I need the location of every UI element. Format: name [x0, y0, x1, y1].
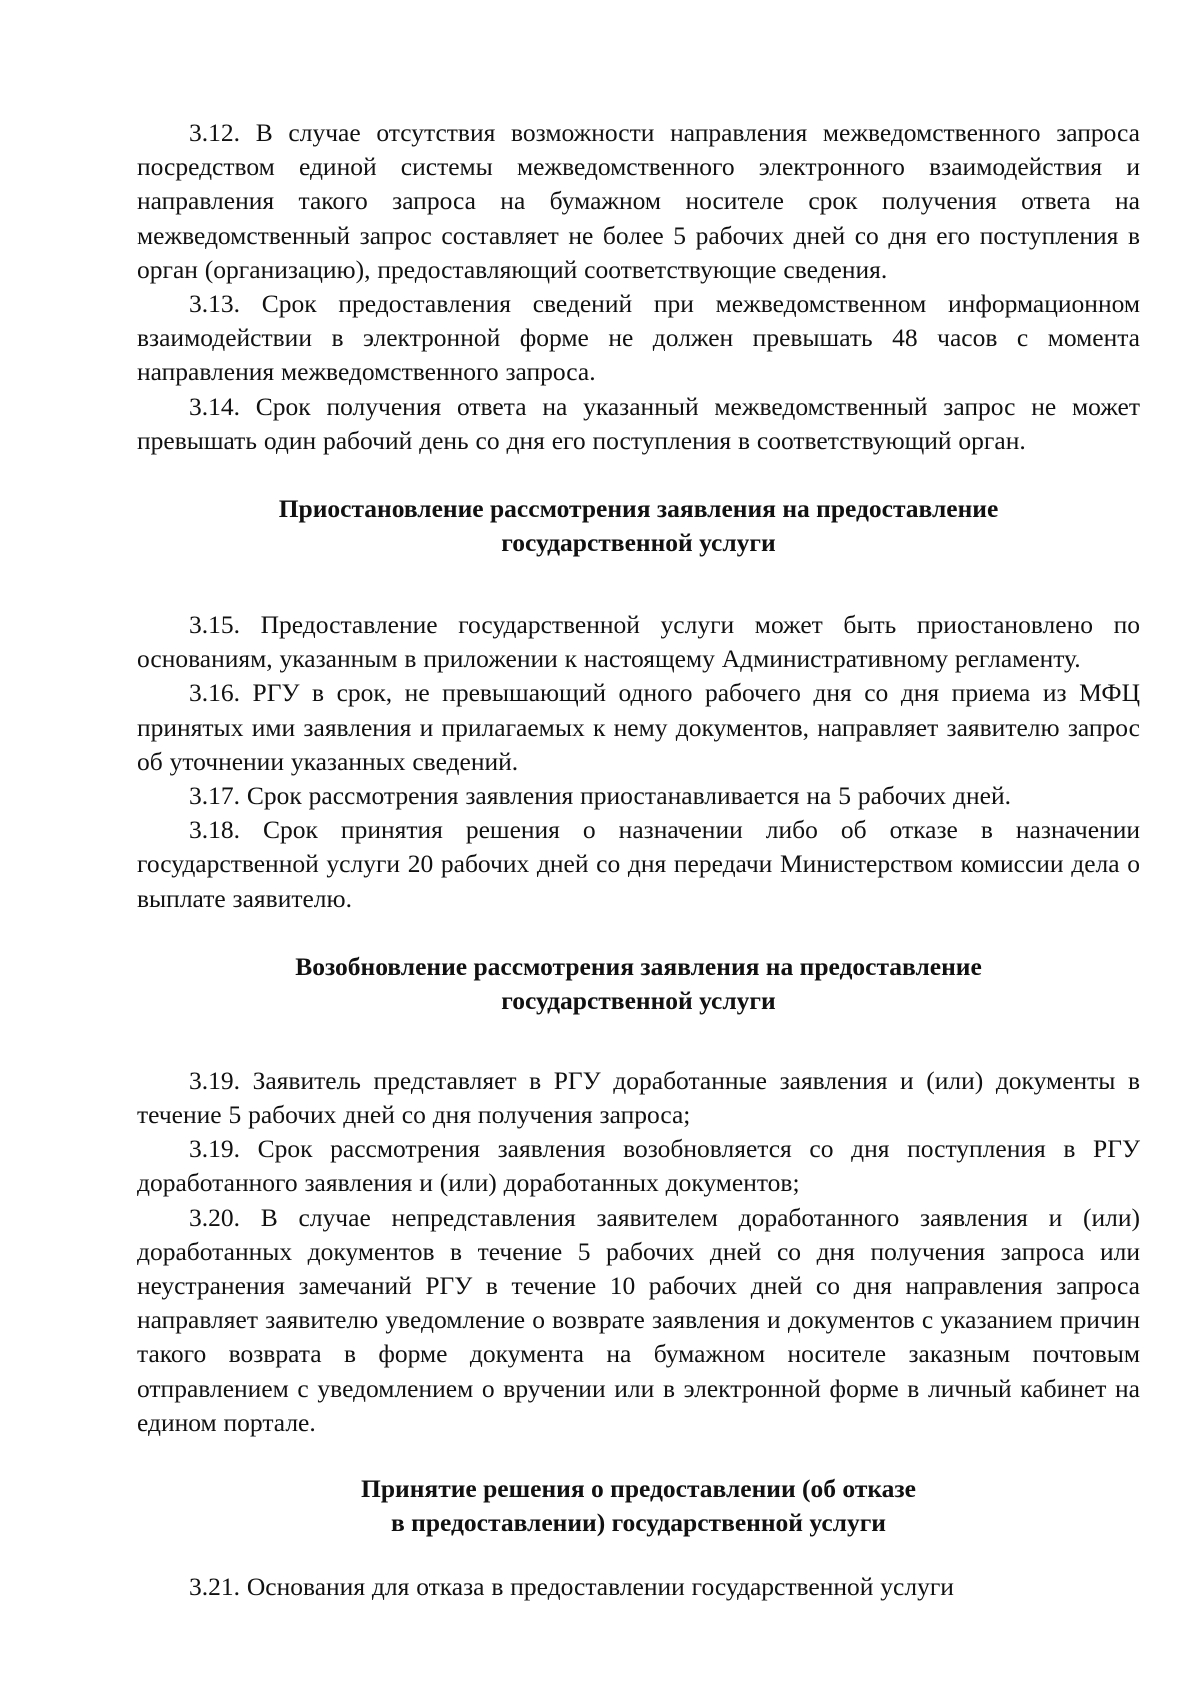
section-suspension: [137, 608, 1140, 916]
heading-suspension-line2: государственной услуги: [501, 528, 776, 558]
section-intro: [137, 116, 1140, 458]
section-decision: [137, 1570, 1140, 1604]
paragraph-3-14: 3.14. Срок получения ответа на указанный межведомственный запрос не может превышать один рабочий день со дня его поступления в соответствующий орган.: [137, 391, 1140, 455]
paragraph-3-12: 3.12. В случае отсутствия возможности направления межведомственного запроса посредством единой системы межведомственного электронного взаимодействия и направления такого запроса на бумажном носителе срок получения ответа на межведомственный запрос составляет не более 5 рабочих дней со дня его поступления в орган (организацию), предоставляющий соответствующие сведения.: [137, 118, 1140, 284]
paragraph-3-16: 3.16. РГУ в срок, не превышающий одного рабочего дня со дня приема из МФЦ принятых ими заявления и прилагаемых к нему документов, направляет заявителю запрос об уточнении указанных сведений.: [137, 678, 1140, 776]
paragraph-3-13: 3.13. Срок предоставления сведений при межведомственном информационном взаимодействии в электронной форме не должен превышать 48 часов с момента направления межведомственного запроса.: [137, 289, 1140, 387]
heading-resumption: [137, 950, 1140, 1018]
paragraph-3-21: 3.21. Основания для отказа в предоставлении государственной услуги: [189, 1572, 954, 1602]
heading-resumption-line2: государственной услуги: [501, 985, 776, 1015]
paragraph-3-19-b: 3.19. Срок рассмотрения заявления возобновляется со дня поступления в РГУ доработанного заявления и (или) доработанных документов;: [137, 1134, 1140, 1198]
paragraph-3-19-a: 3.19. Заявитель представляет в РГУ доработанные заявления и (или) документы в течение 5 рабочих дней со дня получения запроса;: [137, 1065, 1140, 1130]
paragraph-3-20: 3.20. В случае непредставления заявителем доработанного заявления и (или) доработанных документов в течение 5 рабочих дней со дня получения запроса или неустранения замечаний РГУ в течение 10 рабочих дней со дня направления запроса направляет заявителю уведомление о возврате заявления и документов с указанием причин такого возврата в форме документа на бумажном носителе заказным почтовым отправлением с уведомлением о вручении или в электронной форме в личный кабинет на едином портале.: [137, 1202, 1140, 1437]
heading-suspension: [137, 492, 1140, 560]
heading-resumption-line1: Возобновление рассмотрения заявления на предоставление: [295, 951, 982, 981]
paragraph-3-17: 3.17. Срок рассмотрения заявления приостанавливается на 5 рабочих дней.: [189, 781, 1012, 811]
heading-decision-line1: Принятие решения о предоставлении (об отказе: [361, 1474, 916, 1504]
heading-decision: [137, 1472, 1140, 1540]
paragraph-3-18: 3.18. Срок принятия решения о назначении либо об отказе в назначении государственной услуги 20 рабочих дней со дня передачи Министерством комиссии дела о выплате заявителю.: [137, 815, 1140, 913]
heading-suspension-line1: Приостановление рассмотрения заявления на предоставление: [278, 494, 999, 524]
section-resumption: [137, 1064, 1140, 1440]
heading-decision-line2: в предоставлении) государственной услуги: [391, 1508, 886, 1538]
paragraph-3-15: 3.15. Предоставление государственной услуги может быть приостановлено по основаниям, указанным в приложении к настоящему Административному регламенту.: [137, 610, 1140, 674]
